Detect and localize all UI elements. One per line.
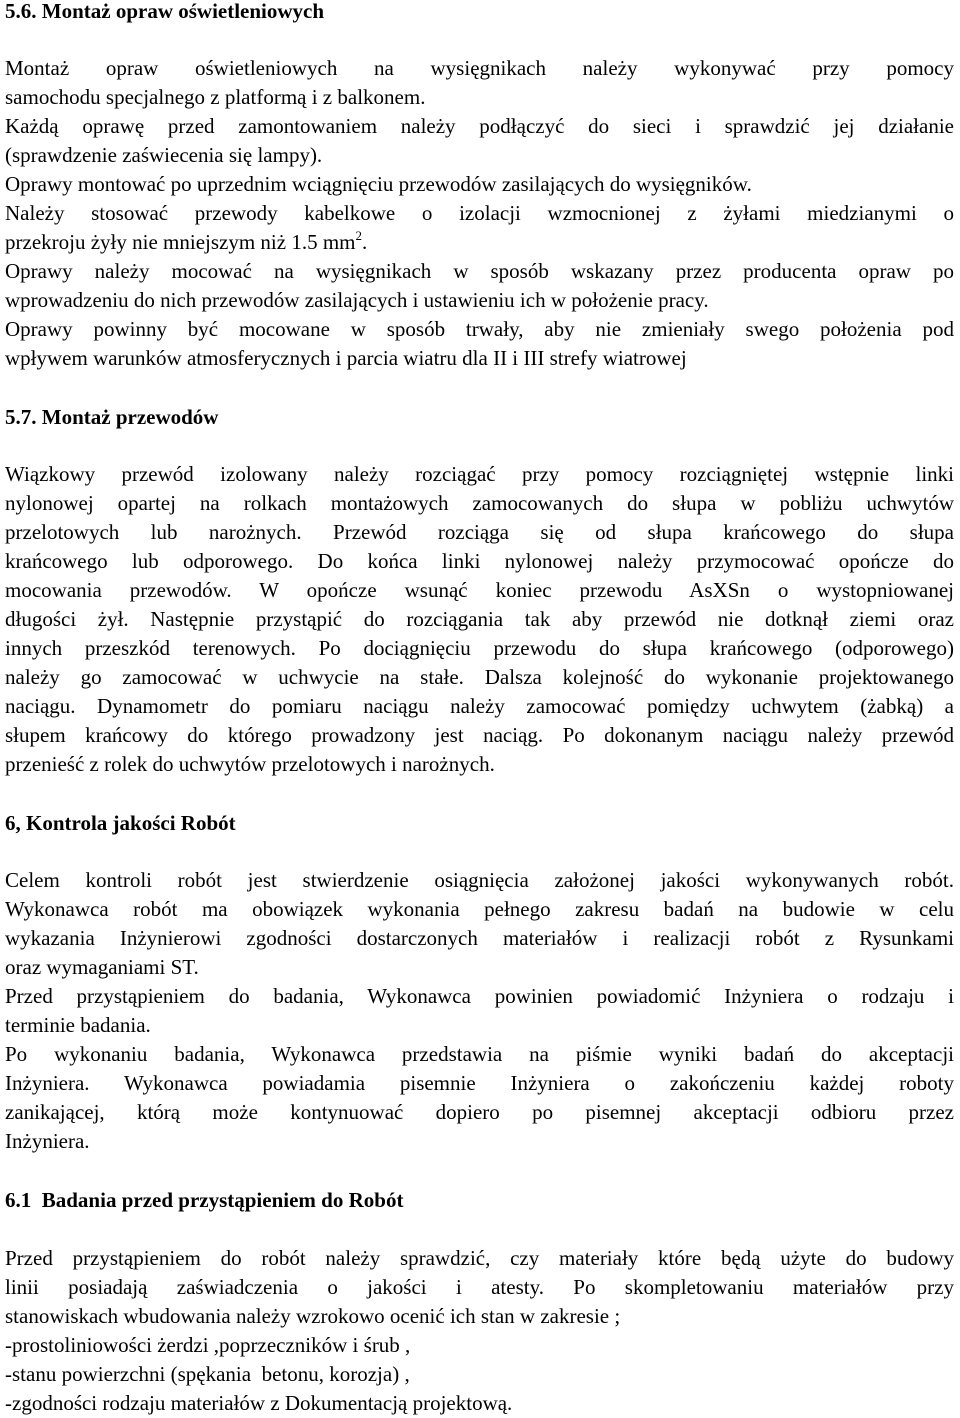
text-line xyxy=(5,228,954,257)
section-5-7-body xyxy=(5,460,954,779)
text-line: oraz wymaganiami ST. xyxy=(5,955,199,979)
text-line: Wykonawca robót ma obowiązek wykonania pełnego zakresu badań na budowie w celu xyxy=(5,897,954,921)
section-heading: 6.1 Badania przed przystąpieniem do Robót xyxy=(5,1188,404,1212)
text-line: nylonowej opartej na rolkach montażowych zamocowanych do słupa w pobliżu uchwytów xyxy=(5,491,954,515)
text-line: Po wykonaniu badania, Wykonawca przedstawia na piśmie wyniki badań do akceptacji xyxy=(5,1042,954,1066)
text-line: Oprawy należy mocować na wysięgnikach w sposób wskazany przez producenta opraw po xyxy=(5,259,954,283)
text-line: Celem kontroli robót jest stwierdzenie osiągnięcia założonej jakości wykonywanych robót. xyxy=(5,868,954,892)
text-line: wpływem warunków atmosferycznych i parcia wiatru dla II i III strefy wiatrowej xyxy=(5,346,687,370)
text-line: krańcowego lub odporowego. Do końca linki nylonowej należy przymocować opończe do xyxy=(5,549,954,573)
text-line: przelotowych lub narożnych. Przewód rozciąga się od słupa krańcowego do słupa xyxy=(5,520,954,544)
text-line: zanikającej, którą może kontynuować dopiero po pisemnej akceptacji odbioru przez xyxy=(5,1100,954,1124)
section-6-1-body xyxy=(5,1244,954,1418)
section-5-7 xyxy=(5,403,954,432)
list-item: -stanu powierzchni (spękania betonu, korozja) , xyxy=(5,1362,410,1386)
text-line: innych przeszkód terenowych. Po dociągnięciu przewodu do słupa krańcowego (odporowego) xyxy=(5,636,954,660)
section-heading: 5.7. Montaż przewodów xyxy=(5,405,219,429)
text-line: naciągu. Dynamometr do pomiaru naciągu należy zamocować pomiędzy uchwytem (żabką) a xyxy=(5,694,954,718)
section-5-6 xyxy=(5,0,954,26)
text-line: Oprawy montować po uprzednim wciągnięciu przewodów zasilających do wysięgników. xyxy=(5,172,752,196)
text-line: przenieść z rolek do uchwytów przelotowych i narożnych. xyxy=(5,752,495,776)
text-line: wprowadzeniu do nich przewodów zasilających i ustawieniu ich w położenie pracy. xyxy=(5,288,709,312)
text-run: przekroju żyły nie mniejszym niż 1.5 mm xyxy=(5,230,356,254)
paragraph xyxy=(5,54,954,373)
section-6-body xyxy=(5,866,954,1156)
text-line: wykazania Inżynierowi zgodności dostarczonych materiałów i realizacji robót z Rysunkami xyxy=(5,926,954,950)
text-line: Przed przystąpieniem do badania, Wykonawca powinien powiadomić Inżyniera o rodzaju i xyxy=(5,984,954,1008)
text-line: terminie badania. xyxy=(5,1013,151,1037)
text-line: Oprawy powinny być mocowane w sposób trwały, aby nie zmieniały swego położenia pod xyxy=(5,317,954,341)
section-5-6-body xyxy=(5,54,954,373)
text-line: Montaż opraw oświetleniowych na wysięgnikach należy wykonywać przy pomocy xyxy=(5,56,954,80)
text-line: należy go zamocować w uchwycie na stałe. Dalsza kolejność do wykonanie projektowanego xyxy=(5,665,954,689)
section-heading: 6, Kontrola jakości Robót xyxy=(5,811,236,835)
list-item: -prostoliniowości żerdzi ,poprzeczników i śrub , xyxy=(5,1333,411,1357)
text-line: słupem krańcowy do którego prowadzony jest naciąg. Po dokonanym naciągu należy przewód xyxy=(5,723,954,747)
text-run: . xyxy=(362,230,368,254)
list-item: -zgodności rodzaju materiałów z Dokumentacją projektową. xyxy=(5,1391,513,1415)
text-line: Wiązkowy przewód izolowany należy rozciągać przy pomocy rozciągniętej wstępnie linki xyxy=(5,462,954,486)
paragraph xyxy=(5,866,954,1156)
text-line: Inżyniera. Wykonawca powiadamia pisemnie Inżyniera o zakończeniu każdej roboty xyxy=(5,1071,954,1095)
section-6 xyxy=(5,809,954,838)
superscript: 2 xyxy=(355,228,362,243)
text-line: Każdą oprawę przed zamontowaniem należy podłączyć do sieci i sprawdzić jej działanie xyxy=(5,114,954,138)
paragraph xyxy=(5,1244,954,1418)
text-line: samochodu specjalnego z platformą i z balkonem. xyxy=(5,85,426,109)
text-line: Należy stosować przewody kabelkowe o izolacji wzmocnionej z żyłami miedzianymi o xyxy=(5,201,954,225)
text-line: Przed przystąpieniem do robót należy sprawdzić, czy materiały które będą użyte do budowy xyxy=(5,1246,954,1270)
text-line: długości żył. Następnie przystąpić do rozciągania tak aby przewód nie dotknął ziemi oraz xyxy=(5,607,954,631)
text-line: mocowania przewodów. W opończe wsunąć koniec przewodu AsXSn o wystopniowanej xyxy=(5,578,954,602)
paragraph xyxy=(5,460,954,779)
text-line: (sprawdzenie zaświecenia się lampy). xyxy=(5,143,323,167)
text-line: Inżyniera. xyxy=(5,1129,90,1153)
text-line: stanowiskach wbudowania należy wzrokowo ocenić ich stan w zakresie ; xyxy=(5,1304,621,1328)
section-heading: 5.6. Montaż opraw oświetleniowych xyxy=(5,0,325,23)
section-6-1 xyxy=(5,1186,954,1215)
text-line: linii posiadają zaświadczenia o jakości i atesty. Po skompletowaniu materiałów przy xyxy=(5,1275,954,1299)
